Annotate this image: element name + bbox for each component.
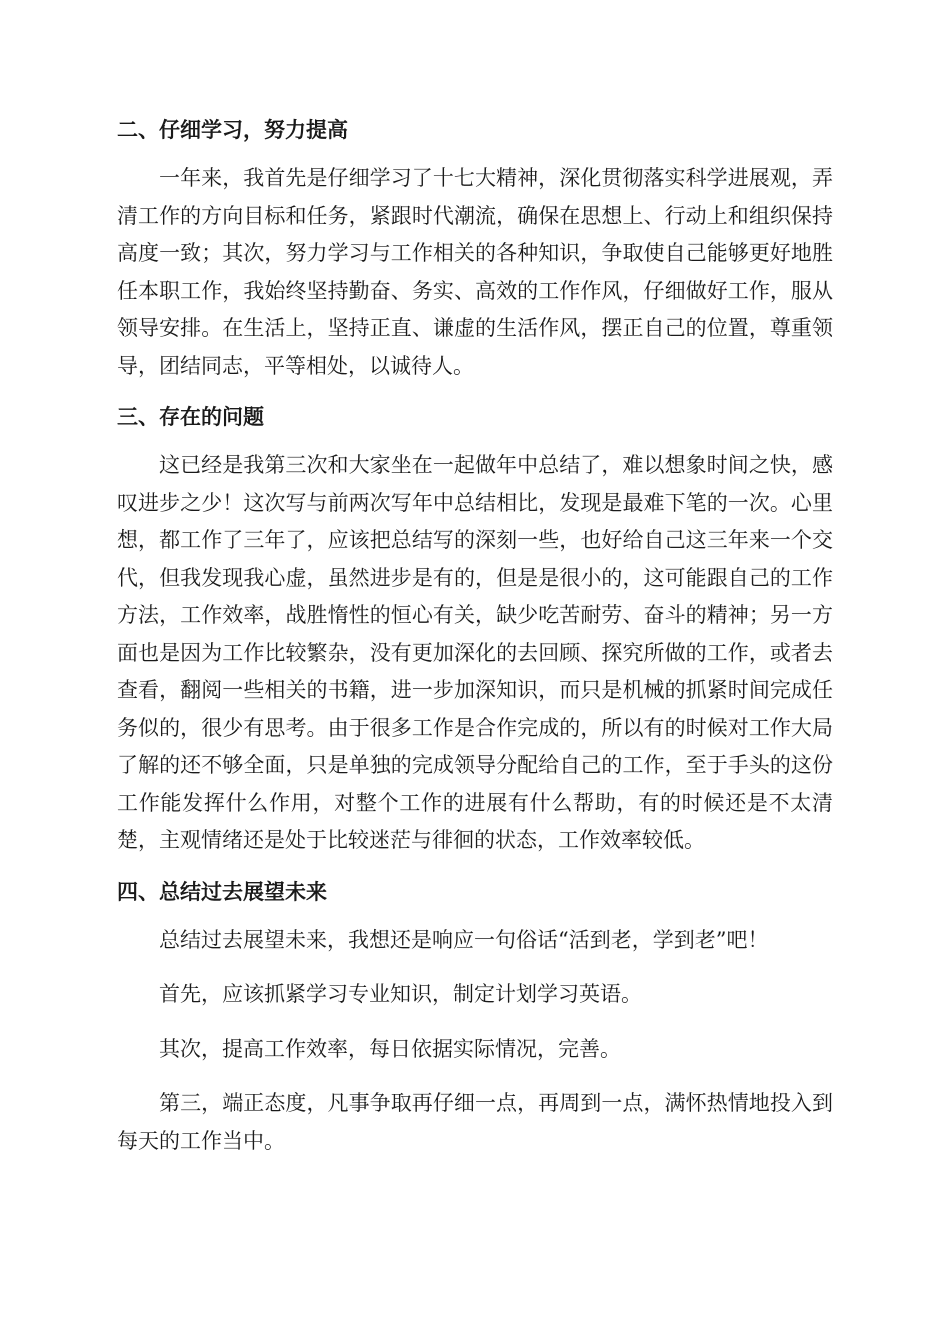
section-paragraph: 首先，应该抓紧学习专业知识，制定计划学习英语。 (159, 982, 642, 1006)
document-body (117, 108, 833, 1160)
section-heading: 四、总结过去展望未来 (117, 879, 327, 904)
section-paragraph: 总结过去展望未来，我想还是响应一句俗话“活到老，学到老”吧！ (159, 927, 769, 952)
section-heading: 二、仔细学习，努力提高 (117, 118, 348, 142)
section-paragraph: 这已经是我第三次和大家坐在一起做年中总结了，难以想象时间之快，感叹进步之少！这次写与前两次写年中总结相比，发现是最难下笔的一次。心里想，都工作了三年了，应该把总结写的深刻一些，也好给自己这三年来一个交代，但我发现我心虚，虽然进步是有的，但是是很小的，这可能跟自己的工作方法，工作效率，战胜惰性的恒心有关，缺少吃苦耐劳、奋斗的精神；另一方面也是因为工作比较繁杂，没有更加深化的去回顾、探究所做的工作，或者去查看，翻阅一些相关的书籍，进一步加深知识，而只是机械的抓紧时间完成任务似的，很少有思考。由于很多工作是合作完成的，所以有的时候对工作大局了解的还不够全面，只是单独的完成领导分配给自己的工作，至于手头的这份工作能发挥什么作用，对整个工作的进展有什么帮助，有的时候还是不太清楚，主观情绪还是处于比较迷茫与徘徊的状态，工作效率较低。 (117, 453, 833, 852)
section-heading: 三、存在的问题 (117, 405, 264, 429)
section-paragraph: 第三，端正态度，凡事争取再仔细一点，再周到一点，满怀热情地投入到每天的工作当中。 (117, 1091, 833, 1153)
section-paragraph: 其次，提高工作效率，每日依据实际情况，完善。 (159, 1036, 621, 1061)
section-paragraph: 一年来，我首先是仔细学习了十七大精神，深化贯彻落实科学进展观，弄清工作的方向目标和任务，紧跟时代潮流，确保在思想上、行动上和组织保持高度一致；其次，努力学习与工作相关的各种知识，争取使自己能够更好地胜任本职工作，我始终坚持勤奋、务实、高效的工作作风，仔细做好工作，服从领导安排。在生活上，坚持正直、谦虚的生活作风，摆正自己的位置，尊重领导，团结同志，平等相处，以诚待人。 (117, 166, 833, 378)
